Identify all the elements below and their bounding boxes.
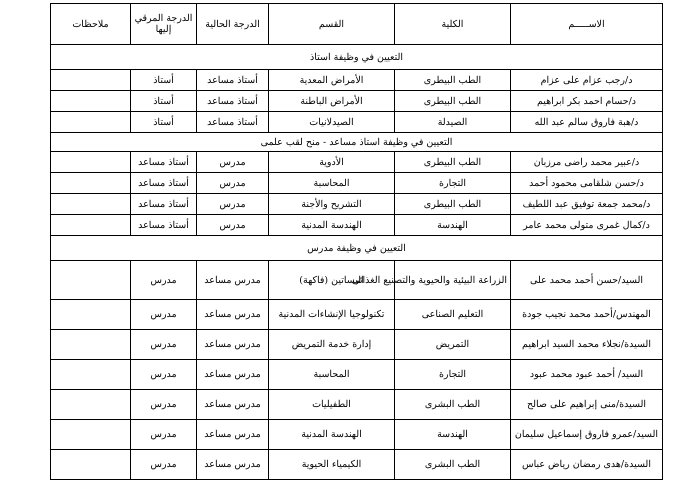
- cell-promoted-grade: أستاذ مساعد: [131, 215, 197, 236]
- section-title-assistant-professor: التعيين في وظيفة استاذ مساعد - منح لقب علمى: [51, 133, 663, 152]
- cell-promoted-grade: مدرس: [131, 420, 197, 450]
- cell-college: التجارة: [395, 173, 511, 194]
- header-row: [51, 4, 663, 45]
- cell-college: التجارة: [395, 360, 511, 390]
- cell-promoted-grade: مدرس: [131, 390, 197, 420]
- section-row: [51, 133, 663, 152]
- cell-name: السيدة/هدى رمضان رياض عباس: [511, 450, 663, 480]
- cell-department: الهندسة المدنية: [269, 215, 395, 236]
- table-row: [51, 420, 663, 450]
- cell-department: الصيدلانيات: [269, 112, 395, 133]
- cell-department: الكيمياء الحيوية: [269, 450, 395, 480]
- cell-promoted-grade: أستاذ: [131, 70, 197, 91]
- cell-college: التعليم الصناعى: [395, 300, 511, 330]
- cell-name: السيدة/نجلاء محمد السيد ابراهيم: [511, 330, 663, 360]
- cell-current-grade: مدرس: [197, 173, 269, 194]
- cell-college: الطب البيطرى: [395, 152, 511, 173]
- table-row: [51, 360, 663, 390]
- header-notes: ملاحظات: [51, 4, 131, 45]
- cell-department: تكنولوجيا الإنشاءات المدنية: [269, 300, 395, 330]
- cell-current-grade: مدرس مساعد: [197, 420, 269, 450]
- cell-current-grade: مدرس: [197, 152, 269, 173]
- cell-notes: [51, 261, 131, 300]
- cell-college: الهندسة: [395, 215, 511, 236]
- table-row: [51, 261, 663, 300]
- cell-college: الطب البيطرى: [395, 91, 511, 112]
- cell-name: د/حسام احمد بكر ابراهيم: [511, 91, 663, 112]
- header-promoted-grade: الدرجة المرقي إليها: [131, 4, 197, 45]
- cell-current-grade: مدرس مساعد: [197, 360, 269, 390]
- cell-notes: [51, 112, 131, 133]
- cell-name: د/كمال غمرى متولى محمد عامر: [511, 215, 663, 236]
- cell-promoted-grade: مدرس: [131, 360, 197, 390]
- cell-name: د/محمد جمعة توفيق عبد اللطيف: [511, 194, 663, 215]
- header-department: القسم: [269, 4, 395, 45]
- cell-notes: [51, 420, 131, 450]
- table-row: [51, 450, 663, 480]
- cell-college: الطب البيطرى: [395, 70, 511, 91]
- table-row: [51, 70, 663, 91]
- header-current-grade: الدرجة الحالية: [197, 4, 269, 45]
- cell-promoted-grade: مدرس: [131, 300, 197, 330]
- section-title-professor: التعيين في وظيفة استاذ: [51, 45, 663, 70]
- cell-promoted-grade: أستاذ مساعد: [131, 173, 197, 194]
- cell-department: الأدوية: [269, 152, 395, 173]
- cell-college: التمريض: [395, 330, 511, 360]
- table-row: [51, 194, 663, 215]
- cell-name: المهندس/أحمد محمد نجيب جودة: [511, 300, 663, 330]
- cell-name: د/هبة فاروق سالم عبد الله: [511, 112, 663, 133]
- cell-promoted-grade: أستاذ: [131, 112, 197, 133]
- cell-department: الأمراض الباطنة: [269, 91, 395, 112]
- cell-notes: [51, 390, 131, 420]
- table-row: [51, 112, 663, 133]
- cell-promoted-grade: مدرس: [131, 330, 197, 360]
- cell-current-grade: أستاذ مساعد: [197, 91, 269, 112]
- cell-notes: [51, 194, 131, 215]
- cell-notes: [51, 330, 131, 360]
- cell-notes: [51, 173, 131, 194]
- cell-college: الهندسة: [395, 420, 511, 450]
- cell-name: د/رجب عزام على عزام: [511, 70, 663, 91]
- cell-current-grade: مدرس مساعد: [197, 330, 269, 360]
- cell-name: السيد/عمرو فاروق إسماعيل سليمان: [511, 420, 663, 450]
- table-row: [51, 91, 663, 112]
- cell-college: الطب البشرى: [395, 450, 511, 480]
- cell-notes: [51, 91, 131, 112]
- cell-promoted-grade: مدرس: [131, 450, 197, 480]
- table-row: [51, 173, 663, 194]
- cell-college: الصيدلة: [395, 112, 511, 133]
- cell-notes: [51, 152, 131, 173]
- cell-notes: [51, 360, 131, 390]
- cell-current-grade: مدرس مساعد: [197, 300, 269, 330]
- cell-promoted-grade: أستاذ مساعد: [131, 194, 197, 215]
- cell-department: الهندسة المدنية: [269, 420, 395, 450]
- cell-department: التشريح والأجنة: [269, 194, 395, 215]
- cell-college: الزراعة البيئية والحيوية والتصنيع الغذائى: [395, 261, 511, 300]
- cell-notes: [51, 450, 131, 480]
- section-row: [51, 45, 663, 70]
- cell-current-grade: مدرس: [197, 215, 269, 236]
- cell-notes: [51, 300, 131, 330]
- cell-name: السيد/حسن أحمد محمد على: [511, 261, 663, 300]
- cell-current-grade: مدرس مساعد: [197, 261, 269, 300]
- table-row: [51, 152, 663, 173]
- cell-college: الطب البيطرى: [395, 194, 511, 215]
- cell-name: السيد/ أحمد عبود محمد عبود: [511, 360, 663, 390]
- table-row: [51, 300, 663, 330]
- cell-current-grade: أستاذ مساعد: [197, 70, 269, 91]
- cell-department: البساتين (فاكهة): [269, 261, 395, 300]
- cell-department: الطفيليات: [269, 390, 395, 420]
- cell-department: إدارة خدمة التمريض: [269, 330, 395, 360]
- cell-current-grade: مدرس مساعد: [197, 450, 269, 480]
- table-row: [51, 330, 663, 360]
- cell-name: د/حسن شلقامى محمود أحمد: [511, 173, 663, 194]
- cell-notes: [51, 215, 131, 236]
- cell-current-grade: مدرس: [197, 194, 269, 215]
- cell-promoted-grade: مدرس: [131, 261, 197, 300]
- section-title-lecturer: التعيين في وظيفة مدرس: [51, 236, 663, 261]
- cell-notes: [51, 70, 131, 91]
- cell-department: الأمراض المعدية: [269, 70, 395, 91]
- cell-department: المحاسبة: [269, 360, 395, 390]
- table-row: [51, 390, 663, 420]
- section-row: [51, 236, 663, 261]
- appointments-table: [50, 3, 663, 480]
- table-row: [51, 215, 663, 236]
- header-college: الكلية: [395, 4, 511, 45]
- cell-college: الطب البشرى: [395, 390, 511, 420]
- cell-name: د/عبير محمد راضى مرزبان: [511, 152, 663, 173]
- cell-current-grade: مدرس مساعد: [197, 390, 269, 420]
- cell-current-grade: أستاذ مساعد: [197, 112, 269, 133]
- cell-department: المحاسبة: [269, 173, 395, 194]
- cell-promoted-grade: أستاذ مساعد: [131, 152, 197, 173]
- cell-name: السيدة/منى إبراهيم على صالح: [511, 390, 663, 420]
- cell-promoted-grade: أستاذ: [131, 91, 197, 112]
- header-name: الاســـــم: [511, 4, 663, 45]
